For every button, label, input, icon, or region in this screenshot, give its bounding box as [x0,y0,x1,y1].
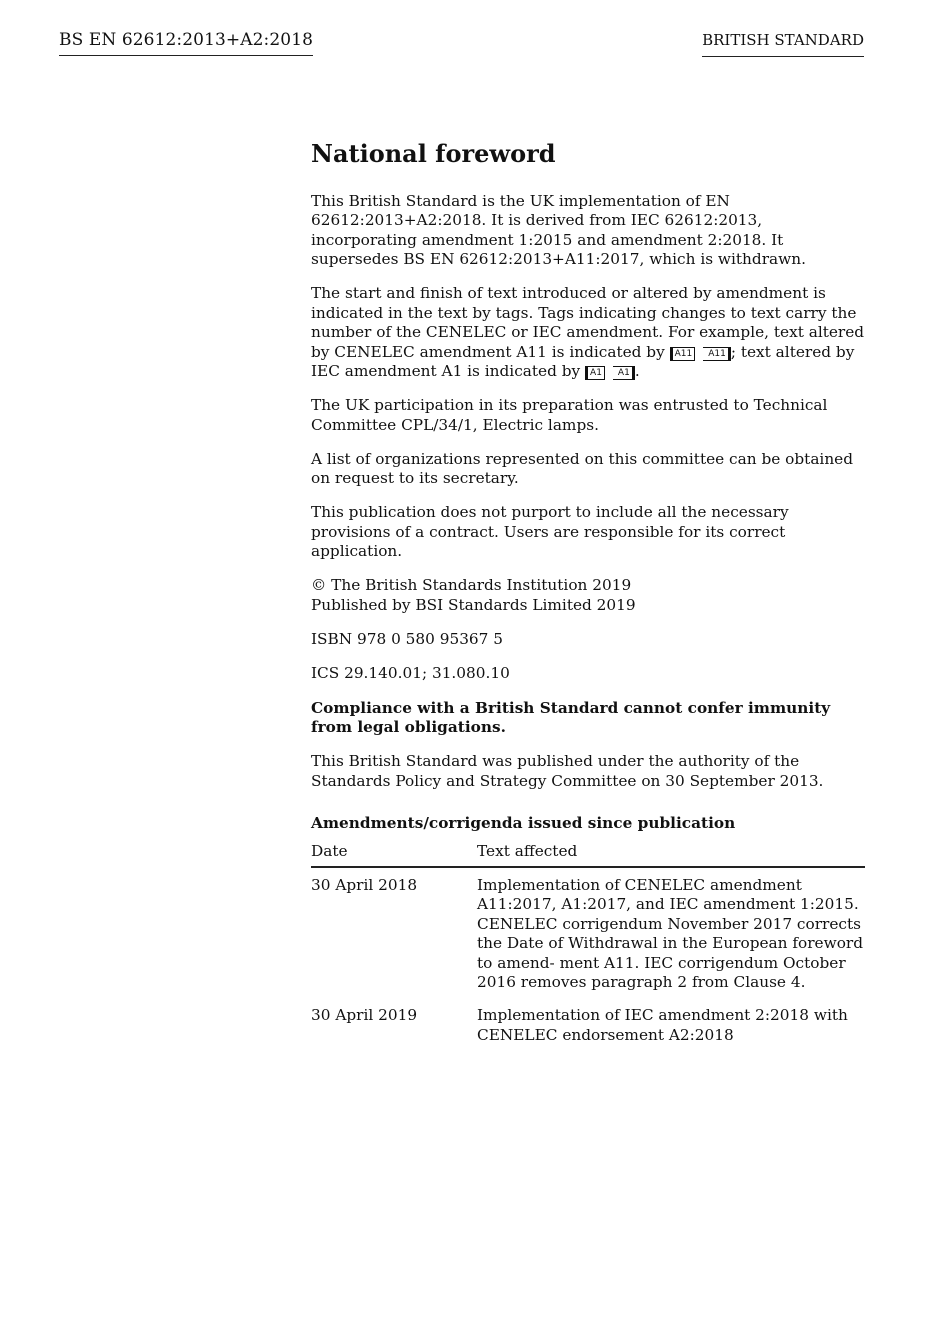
tag-a11-start-icon: A11 [670,347,696,361]
national-foreword-section [311,138,865,1051]
copyright-line: © The British Standards Institution 2019 [311,576,632,595]
organizations-paragraph: A list of organizations represented on this committee can be obtained on request to its secretary. [311,449,854,488]
amendment-date: 30 April 2018 [311,875,418,894]
ics-codes: ICS 29.140.01; 31.080.10 [311,664,510,683]
table-row [311,998,865,1051]
implementation-paragraph: This British Standard is the UK implementation of EN 62612:2013+A2:2018. It is derived from IEC 62612:2013, incorporating amendment 1:2015 and amendment 2:2018. It supersedes BS EN 62612:2013+A11:2017, which is withdrawn. [311,192,806,269]
copyright-block [311,576,865,615]
amendment-tags-text-part1: The start and finish of text introduced or altered by amendment is indicated in the text by tags. Tags indicating changes to text carry the number of the CENELEC or IEC amendment. For example, text altered by CENELEC amendment A11 is indicated by [311,284,865,361]
column-header-date: Date [311,842,477,867]
authority-paragraph: This British Standard was published under the authority of the Standards Policy and Strategy Committee on 30 September 2013. [311,752,824,790]
amendment-text: Implementation of IEC amendment 2:2018 with CENELEC endorsement A2:2018 [477,1006,848,1044]
isbn: ISBN 978 0 580 95367 5 [311,630,503,649]
tag-a1-end-icon: A1 [613,366,635,380]
document-type-label: BRITISH STANDARD [702,31,864,57]
provisions-paragraph: This publication does not purport to include all the necessary provisions of a contract. Users are responsible for its correct application. [311,503,789,561]
tag-a1-start-icon: A1 [585,366,605,380]
tag-a11-end-icon: A11 [703,347,731,361]
compliance-statement: Compliance with a British Standard cannot confer immunity from legal obligations. [311,698,831,736]
page-title: National foreword [311,139,556,168]
amendment-text: Implementation of CENELEC amendment A11:2017, A1:2017, and IEC amendment 1:2015. CENELEC corrigendum November 2017 corrects the Date of Withdrawal in the European foreword to amend- ment A11. IEC corrigendum October 2016 removes paragraph 2 from Clause 4. [477,875,864,991]
amendment-tags-paragraph [311,284,865,381]
document-identifier: BS EN 62612:2013+A2:2018 [59,30,313,56]
publisher-line: Published by BSI Standards Limited 2019 [311,595,636,614]
amendment-date: 30 April 2019 [311,1006,418,1025]
committee-paragraph: The UK participation in its preparation was entrusted to Technical Committee CPL/34/1, Electric lamps. [311,396,828,434]
amendment-tags-text-part2: ; text altered by IEC amendment A1 is indicated by [311,342,855,381]
column-header-text-affected: Text affected [477,842,865,867]
amendments-title: Amendments/corrigenda issued since publication [311,813,736,832]
amendments-table [311,842,865,1051]
table-row [311,867,865,998]
table-header-row [311,842,865,867]
amendment-tags-text-part3: . [634,362,640,381]
